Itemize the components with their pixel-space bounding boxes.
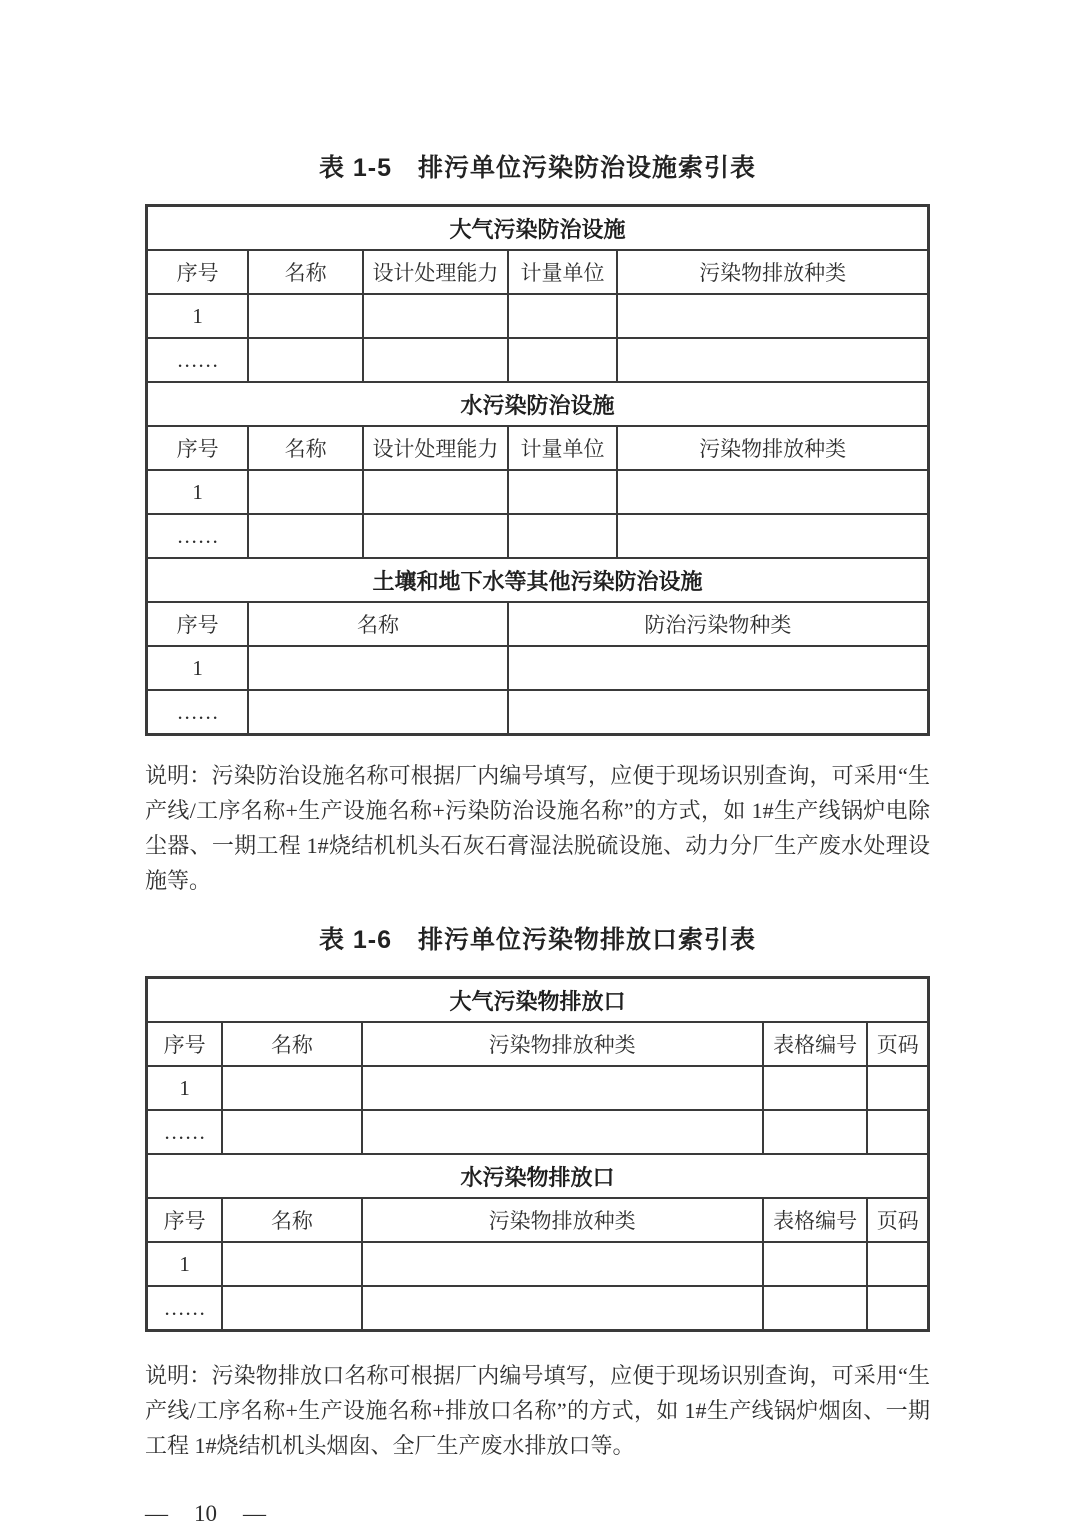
page-number-left-dash: — bbox=[145, 1501, 168, 1526]
empty-cell bbox=[867, 1286, 928, 1331]
column-header: 名称 bbox=[222, 1022, 361, 1066]
column-header: 名称 bbox=[248, 250, 363, 294]
row-index-cell: 1 bbox=[147, 294, 249, 338]
empty-cell bbox=[362, 1242, 763, 1286]
column-header: 序号 bbox=[147, 426, 249, 470]
empty-cell bbox=[363, 514, 508, 558]
section-header: 大气污染物排放口 bbox=[147, 978, 929, 1023]
empty-cell bbox=[222, 1066, 361, 1110]
empty-cell bbox=[222, 1286, 361, 1331]
empty-cell bbox=[362, 1110, 763, 1154]
column-header-row bbox=[147, 426, 929, 470]
column-header-row bbox=[147, 602, 929, 646]
empty-cell bbox=[763, 1286, 868, 1331]
section-header-row bbox=[147, 382, 929, 426]
empty-cell bbox=[867, 1110, 928, 1154]
empty-cell bbox=[363, 470, 508, 514]
section-header-row bbox=[147, 1154, 929, 1198]
row-index-cell: …… bbox=[147, 338, 249, 382]
column-header: 污染物排放种类 bbox=[617, 250, 928, 294]
empty-cell bbox=[248, 646, 508, 690]
table-row bbox=[147, 1286, 929, 1331]
column-header: 名称 bbox=[248, 426, 363, 470]
column-header: 序号 bbox=[147, 250, 249, 294]
section-header-row bbox=[147, 206, 929, 251]
empty-cell bbox=[508, 338, 617, 382]
empty-cell bbox=[617, 514, 928, 558]
pollution-control-facility-index-table bbox=[145, 204, 930, 736]
column-header: 名称 bbox=[248, 602, 508, 646]
table-1-6-note: 说明：污染物排放口名称可根据厂内编号填写，应便于现场识别查询，可采用“生产线/工序名称+生产设施名称+排放口名称”的方式，如 1#生产线锅炉烟囱、一期工程 1#烧结机机头烟囱、全厂生产废水排放口等。 bbox=[145, 1363, 930, 1458]
column-header: 计量单位 bbox=[508, 426, 617, 470]
column-header-row bbox=[147, 1198, 929, 1242]
column-header: 表格编号 bbox=[763, 1198, 868, 1242]
empty-cell bbox=[617, 338, 928, 382]
table-row bbox=[147, 1110, 929, 1154]
column-header: 名称 bbox=[222, 1198, 361, 1242]
empty-cell bbox=[867, 1066, 928, 1110]
table-row bbox=[147, 514, 929, 558]
section-header: 水污染物排放口 bbox=[147, 1154, 929, 1198]
row-index-cell: 1 bbox=[147, 646, 249, 690]
table-row bbox=[147, 338, 929, 382]
empty-cell bbox=[508, 294, 617, 338]
row-index-cell: …… bbox=[147, 514, 249, 558]
table-row bbox=[147, 294, 929, 338]
empty-cell bbox=[763, 1066, 868, 1110]
column-header-row bbox=[147, 250, 929, 294]
table-row bbox=[147, 690, 929, 735]
section-header: 水污染防治设施 bbox=[147, 382, 929, 426]
column-header: 计量单位 bbox=[508, 250, 617, 294]
column-header: 页码 bbox=[867, 1198, 928, 1242]
empty-cell bbox=[222, 1110, 361, 1154]
page-number bbox=[145, 1501, 930, 1527]
page-number-value: 10 bbox=[194, 1501, 217, 1526]
section-header: 土壤和地下水等其他污染防治设施 bbox=[147, 558, 929, 602]
column-header: 页码 bbox=[867, 1022, 928, 1066]
table-row bbox=[147, 646, 929, 690]
empty-cell bbox=[222, 1242, 361, 1286]
row-index-cell: 1 bbox=[147, 1066, 223, 1110]
page-content bbox=[145, 148, 930, 1527]
table-row bbox=[147, 470, 929, 514]
empty-cell bbox=[508, 690, 929, 735]
row-index-cell: 1 bbox=[147, 1242, 223, 1286]
empty-cell bbox=[508, 646, 929, 690]
column-header: 表格编号 bbox=[763, 1022, 868, 1066]
empty-cell bbox=[508, 514, 617, 558]
empty-cell bbox=[867, 1242, 928, 1286]
empty-cell bbox=[763, 1110, 868, 1154]
table-1-5-title: 表 1-5 排污单位污染防治设施索引表 bbox=[318, 154, 757, 182]
empty-cell bbox=[617, 294, 928, 338]
empty-cell bbox=[763, 1242, 868, 1286]
row-index-cell: 1 bbox=[147, 470, 249, 514]
empty-cell bbox=[248, 338, 363, 382]
column-header: 设计处理能力 bbox=[363, 426, 508, 470]
table-1-5-note: 说明：污染防治设施名称可根据厂内编号填写，应便于现场识别查询，可采用“生产线/工序名称+生产设施名称+污染防治设施名称”的方式，如 1#生产线锅炉电除尘器、一期工程 1#烧结机机头石灰石膏湿法脱硫设施、动力分厂生产废水处理设施等。 bbox=[145, 763, 930, 893]
empty-cell bbox=[362, 1286, 763, 1331]
section-header: 大气污染防治设施 bbox=[147, 206, 929, 251]
row-index-cell: …… bbox=[147, 690, 249, 735]
empty-cell bbox=[248, 690, 508, 735]
column-header: 污染物排放种类 bbox=[362, 1022, 763, 1066]
table-1-6-title: 表 1-6 排污单位污染物排放口索引表 bbox=[318, 926, 757, 954]
section-header-row bbox=[147, 978, 929, 1023]
page-number-right-dash: — bbox=[243, 1501, 266, 1526]
empty-cell bbox=[248, 470, 363, 514]
empty-cell bbox=[248, 514, 363, 558]
empty-cell bbox=[363, 338, 508, 382]
pollutant-outlet-index-table bbox=[145, 976, 930, 1332]
empty-cell bbox=[248, 294, 363, 338]
column-header: 序号 bbox=[147, 1198, 223, 1242]
section-header-row bbox=[147, 558, 929, 602]
column-header: 序号 bbox=[147, 1022, 223, 1066]
column-header-row bbox=[147, 1022, 929, 1066]
column-header: 防治污染物种类 bbox=[508, 602, 929, 646]
empty-cell bbox=[362, 1066, 763, 1110]
empty-cell bbox=[363, 294, 508, 338]
column-header: 设计处理能力 bbox=[363, 250, 508, 294]
row-index-cell: …… bbox=[147, 1110, 223, 1154]
table-row bbox=[147, 1066, 929, 1110]
row-index-cell: …… bbox=[147, 1286, 223, 1331]
column-header: 污染物排放种类 bbox=[362, 1198, 763, 1242]
empty-cell bbox=[617, 470, 928, 514]
empty-cell bbox=[508, 470, 617, 514]
column-header: 序号 bbox=[147, 602, 249, 646]
table-row bbox=[147, 1242, 929, 1286]
column-header: 污染物排放种类 bbox=[617, 426, 928, 470]
